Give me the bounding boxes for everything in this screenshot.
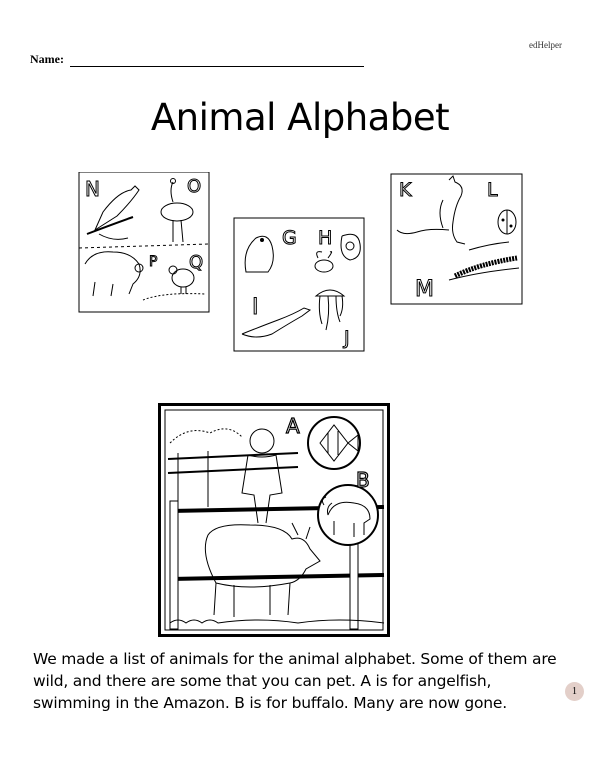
panel-letter-j: J: [344, 327, 350, 349]
panel-letter-a: A: [286, 414, 300, 438]
main-illustration: [158, 403, 390, 637]
klm-illustration: [389, 172, 524, 306]
panel-letter-g: G: [282, 227, 297, 249]
noqp-illustration: [73, 172, 212, 350]
page-title: Animal Alphabet: [150, 96, 450, 139]
name-row: [30, 52, 364, 67]
panel-letter-n: N: [85, 177, 100, 201]
panel-letter-b: B: [356, 468, 370, 492]
noqp-illustration-panel: [73, 172, 212, 350]
main-illustration-panel: [158, 403, 390, 637]
name-line[interactable]: [70, 56, 364, 67]
panel-letter-l: L: [487, 179, 498, 201]
ghij-illustration-panel: [232, 216, 366, 353]
klm-illustration-panel: [389, 172, 524, 306]
panel-letter-k: K: [399, 179, 412, 201]
ghij-illustration: [232, 216, 366, 353]
page-number-badge: [565, 682, 584, 701]
panel-letter-i: I: [252, 295, 259, 320]
brand-label: edHelper: [529, 40, 562, 50]
page-number: 1: [572, 686, 577, 697]
panel-letter-o: O: [187, 176, 202, 197]
name-label: Name:: [30, 52, 64, 66]
panel-letter-q: Q: [189, 252, 204, 273]
panel-letter-p: P: [149, 254, 158, 270]
passage-text: We made a list of animals for the animal alphabet. Some of them are wild, and there are some that you can pet. A is for angelfish, swimming in the Amazon. B is for buffalo. Many are now gone.: [33, 650, 557, 712]
panel-letter-m: M: [415, 277, 434, 302]
panel-letter-h: H: [318, 227, 333, 249]
